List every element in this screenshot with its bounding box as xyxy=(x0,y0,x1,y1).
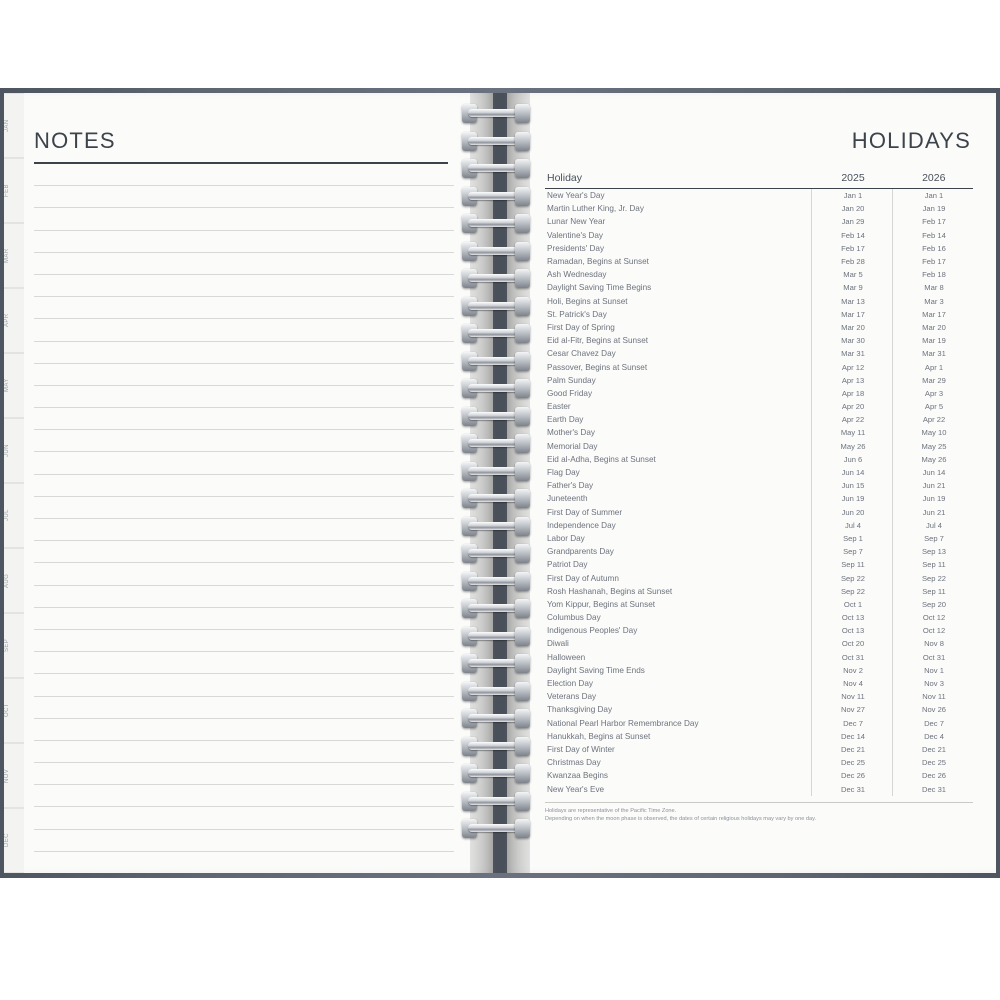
holiday-date-2026: Feb 17 xyxy=(922,217,946,227)
holiday-date-2026: May 26 xyxy=(921,454,947,464)
holiday-name: Halloween xyxy=(547,652,586,662)
holiday-date-2025: Jan 1 xyxy=(812,189,893,203)
table-row xyxy=(545,506,973,519)
spiral-coil xyxy=(462,242,530,261)
holiday-date-2025: Jun 15 xyxy=(812,479,893,492)
holiday-date-2026: Feb 16 xyxy=(922,243,946,253)
notes-ruled-line[interactable] xyxy=(34,630,454,652)
coil-cap-right xyxy=(515,709,530,728)
holiday-date-2026: Sep 13 xyxy=(921,547,947,557)
spiral-coil xyxy=(462,407,530,426)
spiral-coil xyxy=(462,434,530,453)
spiral-coil xyxy=(462,654,530,673)
holiday-date-2026: Mar 3 xyxy=(924,296,944,306)
holiday-date-2026: Apr 1 xyxy=(924,362,944,372)
table-row xyxy=(545,717,973,730)
table-row xyxy=(545,545,973,558)
holiday-name: Kwanzaa Begins xyxy=(547,771,608,781)
holiday-name: Holi, Begins at Sunset xyxy=(547,296,628,306)
table-row xyxy=(545,624,973,637)
holiday-date-2026: Mar 20 xyxy=(922,322,946,332)
notes-ruled-line[interactable] xyxy=(34,364,454,386)
holiday-name: Eid al-Fitr, Begins at Sunset xyxy=(547,336,649,346)
holiday-date-2025: Oct 13 xyxy=(812,611,893,624)
holiday-date-2025: May 26 xyxy=(812,440,893,453)
sidebar-item-feb[interactable]: FEB xyxy=(4,158,24,223)
holiday-date-2025: Mar 20 xyxy=(812,321,893,334)
holiday-date-2026: Sep 11 xyxy=(922,586,946,596)
table-row xyxy=(545,295,973,308)
holiday-name: Christmas Day xyxy=(547,758,601,768)
table-row xyxy=(545,229,973,242)
holiday-name: First Day of Winter xyxy=(547,744,615,754)
table-row xyxy=(545,664,973,677)
table-row xyxy=(545,769,973,782)
holiday-date-2025: Dec 26 xyxy=(812,769,893,782)
spiral-coil xyxy=(462,792,530,811)
holiday-date-2026: Oct 12 xyxy=(922,626,946,636)
holiday-date-2025: Jun 14 xyxy=(812,466,893,479)
spiral-coil xyxy=(462,187,530,206)
holiday-date-2025: Feb 28 xyxy=(812,255,893,268)
coil-cap-right xyxy=(515,132,530,151)
holiday-name: Indigenous Peoples' Day xyxy=(547,626,638,636)
coil-cap-right xyxy=(515,572,530,591)
holidays-section xyxy=(545,128,975,868)
holiday-name: Yom Kippur, Begins at Sunset xyxy=(547,599,656,609)
holiday-date-2025: Dec 14 xyxy=(812,730,893,743)
spiral-coil xyxy=(462,352,530,371)
holiday-name: St. Patrick's Day xyxy=(547,309,607,319)
notes-ruled-line[interactable] xyxy=(34,586,454,608)
notes-ruled-line[interactable] xyxy=(34,253,454,275)
table-row xyxy=(545,360,973,373)
notes-lines[interactable] xyxy=(34,164,454,852)
holiday-name: Thanksgiving Day xyxy=(547,705,613,715)
table-row xyxy=(545,611,973,624)
spiral-binding xyxy=(462,96,538,876)
table-row xyxy=(545,387,973,400)
holiday-date-2026: May 25 xyxy=(921,441,947,451)
notes-ruled-line[interactable] xyxy=(34,186,454,208)
table-row xyxy=(545,347,973,360)
holiday-date-2025: Feb 17 xyxy=(812,242,893,255)
table-row xyxy=(545,677,973,690)
notes-ruled-line[interactable] xyxy=(34,608,454,630)
holidays-title: HOLIDAYS xyxy=(851,128,971,153)
spiral-coil xyxy=(462,269,530,288)
notes-ruled-line[interactable] xyxy=(34,475,454,497)
table-row xyxy=(545,321,973,334)
sidebar-item-sep[interactable]: SEP xyxy=(4,613,24,678)
coil-cap-right xyxy=(515,489,530,508)
sidebar-item-aug[interactable]: AUG xyxy=(4,548,24,613)
holiday-name: Labor Day xyxy=(547,533,585,543)
notes-ruled-line[interactable] xyxy=(34,697,454,719)
column-header-2026: 2026 xyxy=(893,172,974,189)
notes-ruled-line[interactable] xyxy=(34,231,454,253)
holiday-date-2025: Apr 22 xyxy=(812,413,893,426)
spiral-coil xyxy=(462,489,530,508)
holiday-date-2026: Mar 29 xyxy=(922,375,946,385)
notes-ruled-line[interactable] xyxy=(34,763,454,785)
coil-cap-right xyxy=(515,737,530,756)
holiday-date-2026: Apr 5 xyxy=(924,402,944,412)
holiday-date-2025: Oct 31 xyxy=(812,651,893,664)
sidebar-item-nov[interactable]: NOV xyxy=(4,743,24,808)
holiday-name: Juneteenth xyxy=(547,494,588,504)
holiday-date-2026: Jun 19 xyxy=(922,494,946,504)
table-row xyxy=(545,334,973,347)
holiday-name: Mother's Day xyxy=(547,428,595,438)
table-row xyxy=(545,519,973,532)
holidays-footnote xyxy=(545,802,973,824)
coil-cap-right xyxy=(515,544,530,563)
holiday-name: Ash Wednesday xyxy=(547,270,607,280)
holiday-date-2026: Jun 21 xyxy=(922,507,946,517)
coil-cap-right xyxy=(515,764,530,783)
spiral-coil xyxy=(462,159,530,178)
holiday-date-2026: Apr 3 xyxy=(924,388,944,398)
holiday-name: Rosh Hashanah, Begins at Sunset xyxy=(547,586,673,596)
table-row xyxy=(545,189,973,203)
holiday-name: New Year's Day xyxy=(547,191,605,201)
holiday-date-2026: Dec 31 xyxy=(921,784,947,794)
holiday-date-2025: Jan 29 xyxy=(812,215,893,228)
holiday-name: Flag Day xyxy=(547,468,580,478)
coil-cap-right xyxy=(515,159,530,178)
holiday-date-2025: Dec 21 xyxy=(812,743,893,756)
spiral-coil xyxy=(462,297,530,316)
table-row xyxy=(545,598,973,611)
holiday-name: Daylight Saving Time Begins xyxy=(547,283,652,293)
holiday-name: Memorial Day xyxy=(547,441,598,451)
holiday-date-2026: Oct 31 xyxy=(922,652,946,662)
table-row xyxy=(545,585,973,598)
table-row xyxy=(545,466,973,479)
table-row xyxy=(545,532,973,545)
notes-ruled-line[interactable] xyxy=(34,430,454,452)
holiday-date-2025: Mar 9 xyxy=(812,281,893,294)
holiday-date-2026: Nov 3 xyxy=(924,679,944,689)
holidays-table xyxy=(545,172,973,796)
spiral-coil xyxy=(462,572,530,591)
holiday-date-2026: Mar 19 xyxy=(922,336,946,346)
notes-ruled-line[interactable] xyxy=(34,208,454,230)
table-row xyxy=(545,413,973,426)
coil-cap-right xyxy=(515,682,530,701)
holiday-date-2026: Jan 19 xyxy=(922,204,946,214)
holiday-date-2025: Nov 2 xyxy=(812,664,893,677)
notes-ruled-line[interactable] xyxy=(34,541,454,563)
table-row xyxy=(545,479,973,492)
holiday-name: New Year's Eve xyxy=(547,784,605,794)
holiday-name: Earth Day xyxy=(547,415,584,425)
holiday-name: Passover, Begins at Sunset xyxy=(547,362,648,372)
coil-cap-right xyxy=(515,434,530,453)
holiday-date-2025: Dec 31 xyxy=(812,782,893,795)
table-row xyxy=(545,255,973,268)
holidays-header-row xyxy=(545,172,973,189)
spiral-coil xyxy=(462,379,530,398)
notes-ruled-line[interactable] xyxy=(34,164,454,186)
holiday-date-2025: Dec 25 xyxy=(812,756,893,769)
spiral-coil xyxy=(462,682,530,701)
holiday-date-2025: Feb 14 xyxy=(812,229,893,242)
holiday-date-2026: Jul 4 xyxy=(925,520,943,530)
holiday-name: Cesar Chavez Day xyxy=(547,349,616,359)
sidebar-item-jan[interactable]: JAN xyxy=(4,93,24,158)
holiday-name: Hanukkah, Begins at Sunset xyxy=(547,731,651,741)
sidebar-item-dec[interactable]: DEC xyxy=(4,808,24,873)
table-row xyxy=(545,782,973,795)
holiday-date-2026: Apr 22 xyxy=(922,415,946,425)
holiday-date-2026: Sep 7 xyxy=(924,533,944,543)
holiday-date-2025: Sep 11 xyxy=(812,558,893,571)
holiday-date-2025: Jun 20 xyxy=(812,506,893,519)
spiral-coil xyxy=(462,132,530,151)
coil-cap-right xyxy=(515,517,530,536)
notes-ruled-line[interactable] xyxy=(34,741,454,763)
coil-cap-right xyxy=(515,104,530,123)
table-row xyxy=(545,400,973,413)
table-row xyxy=(545,651,973,664)
notes-ruled-line[interactable] xyxy=(34,297,454,319)
notes-ruled-line[interactable] xyxy=(34,452,454,474)
holiday-date-2025: Jan 20 xyxy=(812,202,893,215)
spiral-coil xyxy=(462,324,530,343)
table-row xyxy=(545,703,973,716)
holiday-date-2026: Jan 1 xyxy=(924,191,944,201)
holiday-date-2025: Jul 4 xyxy=(812,519,893,532)
coil-cap-right xyxy=(515,352,530,371)
holiday-name: Father's Day xyxy=(547,481,594,491)
holiday-date-2025: Oct 13 xyxy=(812,624,893,637)
holiday-name: Easter xyxy=(547,402,571,412)
holiday-date-2026: Dec 25 xyxy=(921,758,947,768)
holiday-date-2025: Mar 17 xyxy=(812,308,893,321)
holiday-date-2026: Feb 14 xyxy=(922,230,946,240)
table-row xyxy=(545,756,973,769)
coil-cap-right xyxy=(515,462,530,481)
table-row xyxy=(545,374,973,387)
footnote-line-1: Holidays are representative of the Pacific Time Zone. xyxy=(545,807,677,814)
holiday-name: Diwali xyxy=(547,639,569,649)
notes-ruled-line[interactable] xyxy=(34,319,454,341)
table-row xyxy=(545,308,973,321)
holiday-date-2025: Oct 1 xyxy=(812,598,893,611)
coil-cap-right xyxy=(515,792,530,811)
holiday-date-2026: Jun 21 xyxy=(922,481,946,491)
holiday-date-2026: Oct 12 xyxy=(922,613,946,623)
table-row xyxy=(545,637,973,650)
spiral-coil xyxy=(462,462,530,481)
column-header-2025: 2025 xyxy=(812,172,893,189)
holiday-date-2025: Mar 30 xyxy=(812,334,893,347)
holiday-date-2026: Jun 14 xyxy=(922,468,946,478)
holiday-date-2025: Jun 6 xyxy=(812,453,893,466)
spiral-coil xyxy=(462,627,530,646)
notes-ruled-line[interactable] xyxy=(34,386,454,408)
spiral-coil xyxy=(462,544,530,563)
holiday-date-2025: Nov 4 xyxy=(812,677,893,690)
spiral-coil xyxy=(462,599,530,618)
table-row xyxy=(545,426,973,439)
holiday-date-2025: May 11 xyxy=(812,426,893,439)
holiday-date-2025: Jun 19 xyxy=(812,492,893,505)
spiral-coil xyxy=(462,104,530,123)
holiday-date-2025: Dec 7 xyxy=(812,717,893,730)
coil-cap-right xyxy=(515,187,530,206)
notes-ruled-line[interactable] xyxy=(34,652,454,674)
table-row xyxy=(545,242,973,255)
holiday-date-2026: Dec 21 xyxy=(921,744,947,754)
holiday-date-2026: Dec 26 xyxy=(921,771,947,781)
coil-cap-right xyxy=(515,407,530,426)
holiday-date-2026: Feb 17 xyxy=(922,257,946,267)
holiday-date-2025: Apr 20 xyxy=(812,400,893,413)
holidays-table-body xyxy=(545,189,973,796)
spiral-coil xyxy=(462,214,530,233)
table-row xyxy=(545,571,973,584)
notes-ruled-line[interactable] xyxy=(34,519,454,541)
holiday-date-2025: Sep 22 xyxy=(812,585,893,598)
holiday-name: Election Day xyxy=(547,679,593,689)
sidebar-item-mar[interactable]: MAR xyxy=(4,223,24,288)
coil-cap-right xyxy=(515,214,530,233)
holiday-date-2025: Mar 31 xyxy=(812,347,893,360)
holiday-date-2025: Sep 7 xyxy=(812,545,893,558)
holiday-name: First Day of Autumn xyxy=(547,573,619,583)
table-row xyxy=(545,730,973,743)
holiday-date-2025: Nov 11 xyxy=(812,690,893,703)
holiday-date-2025: Mar 5 xyxy=(812,268,893,281)
sidebar-item-jul[interactable]: JUL xyxy=(4,483,24,548)
holiday-name: National Pearl Harbor Remembrance Day xyxy=(547,718,699,728)
notes-ruled-line[interactable] xyxy=(34,719,454,741)
notes-ruled-line[interactable] xyxy=(34,275,454,297)
table-row xyxy=(545,202,973,215)
holiday-name: Presidents' Day xyxy=(547,243,605,253)
holiday-name: Lunar New Year xyxy=(547,217,606,227)
table-row xyxy=(545,268,973,281)
holiday-date-2026: Mar 8 xyxy=(924,283,944,293)
spiral-coil xyxy=(462,764,530,783)
coil-cap-right xyxy=(515,379,530,398)
sidebar-item-oct[interactable]: OCT xyxy=(4,678,24,743)
column-header-holiday: Holiday xyxy=(545,172,812,189)
spiral-coil xyxy=(462,737,530,756)
holiday-date-2025: Sep 22 xyxy=(812,571,893,584)
table-row xyxy=(545,281,973,294)
holiday-date-2026: Nov 1 xyxy=(924,665,944,675)
holiday-name: Martin Luther King, Jr. Day xyxy=(547,204,644,214)
month-tab-strip[interactable] xyxy=(4,93,24,873)
coil-cap-right xyxy=(515,654,530,673)
holiday-name: Patriot Day xyxy=(547,560,588,570)
notes-ruled-line[interactable] xyxy=(34,563,454,585)
spiral-coil xyxy=(462,517,530,536)
holiday-date-2025: Apr 12 xyxy=(812,360,893,373)
holiday-name: Valentine's Day xyxy=(547,230,604,240)
holiday-name: Good Friday xyxy=(547,388,593,398)
coil-cap-right xyxy=(515,627,530,646)
holiday-name: First Day of Spring xyxy=(547,322,615,332)
holiday-date-2025: Apr 18 xyxy=(812,387,893,400)
holiday-date-2026: Nov 26 xyxy=(921,705,947,715)
holiday-date-2026: Sep 20 xyxy=(921,599,947,609)
holiday-name: Daylight Saving Time Ends xyxy=(547,665,645,675)
holiday-date-2026: Nov 11 xyxy=(922,692,946,702)
table-row xyxy=(545,558,973,571)
coil-cap-right xyxy=(515,819,530,838)
holiday-name: Columbus Day xyxy=(547,613,601,623)
coil-cap-right xyxy=(515,324,530,343)
table-row xyxy=(545,440,973,453)
holiday-date-2025: Oct 20 xyxy=(812,637,893,650)
holiday-name: Grandparents Day xyxy=(547,547,614,557)
holiday-date-2026: Feb 18 xyxy=(922,270,946,280)
holiday-date-2025: Sep 1 xyxy=(812,532,893,545)
holiday-name: Independence Day xyxy=(547,520,616,530)
sidebar-item-may[interactable]: MAY xyxy=(4,353,24,418)
sidebar-item-apr[interactable]: APR xyxy=(4,288,24,353)
holiday-date-2026: Nov 8 xyxy=(924,639,944,649)
holiday-date-2025: Apr 13 xyxy=(812,374,893,387)
coil-cap-right xyxy=(515,599,530,618)
spiral-coil xyxy=(462,819,530,838)
notes-ruled-line[interactable] xyxy=(34,342,454,364)
coil-cap-right xyxy=(515,242,530,261)
holiday-date-2025: Nov 27 xyxy=(812,703,893,716)
holiday-date-2026: Mar 31 xyxy=(922,349,946,359)
holiday-date-2026: Dec 7 xyxy=(924,718,944,728)
footnote-line-2: Depending on when the moon phase is observed, the dates of certain religious holidays may vary by one day. xyxy=(545,816,817,823)
notes-ruled-line[interactable] xyxy=(34,807,454,829)
spiral-coil xyxy=(462,709,530,728)
coil-cap-right xyxy=(515,269,530,288)
notes-ruled-line[interactable] xyxy=(34,785,454,807)
holiday-date-2025: Mar 13 xyxy=(812,295,893,308)
holiday-name: First Day of Summer xyxy=(547,507,623,517)
table-row xyxy=(545,492,973,505)
holiday-name: Ramadan, Begins at Sunset xyxy=(547,257,649,267)
holiday-date-2026: May 10 xyxy=(921,428,947,438)
holiday-date-2026: Sep 22 xyxy=(921,573,947,583)
table-row xyxy=(545,453,973,466)
notes-ruled-line[interactable] xyxy=(34,497,454,519)
holiday-name: Eid al-Adha, Begins at Sunset xyxy=(547,454,656,464)
coil-cap-right xyxy=(515,297,530,316)
holiday-date-2026: Sep 11 xyxy=(922,560,946,570)
notes-ruled-line[interactable] xyxy=(34,408,454,430)
notes-ruled-line[interactable] xyxy=(34,674,454,696)
holiday-date-2026: Mar 17 xyxy=(922,309,946,319)
notes-section xyxy=(34,128,454,848)
notes-title: NOTES xyxy=(34,128,116,153)
table-row xyxy=(545,215,973,228)
table-row xyxy=(545,690,973,703)
holiday-date-2026: Dec 4 xyxy=(924,731,944,741)
table-row xyxy=(545,743,973,756)
notes-ruled-line[interactable] xyxy=(34,830,454,852)
holiday-name: Veterans Day xyxy=(547,692,597,702)
holiday-name: Palm Sunday xyxy=(547,375,596,385)
sidebar-item-jun[interactable]: JUN xyxy=(4,418,24,483)
